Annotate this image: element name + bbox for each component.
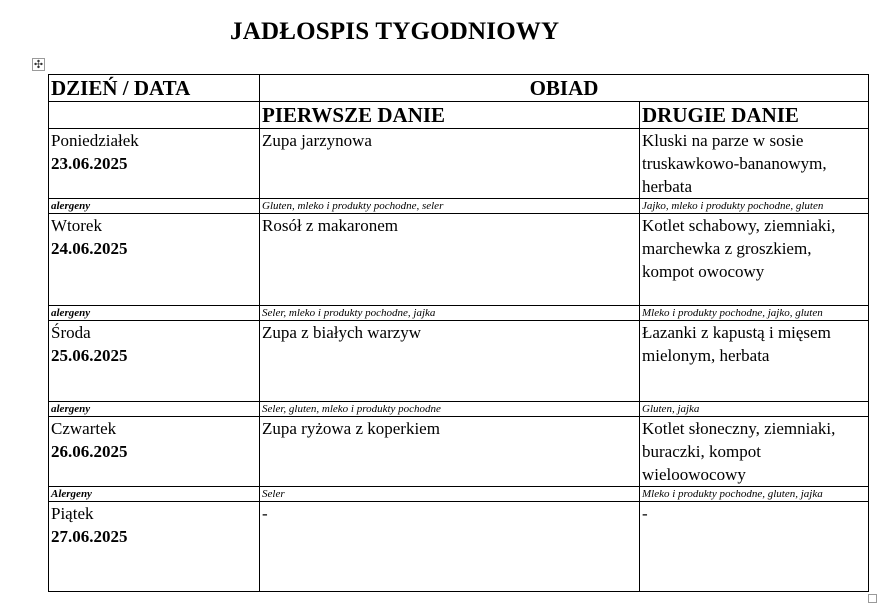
day-cell (49, 214, 260, 306)
second-course-cell: Kotlet słoneczny, ziemniaki, buraczki, kompot wieloowocowy (640, 417, 869, 487)
allergens-first: Gluten, mleko i produkty pochodne, seler (260, 199, 640, 214)
day-name: Środa (51, 323, 91, 342)
allergens-second: Mleko i produkty pochodne, gluten, jajka (640, 487, 869, 502)
page-title: JADŁOSPIS TYGODNIOWY (230, 18, 560, 45)
first-course-cell: Zupa ryżowa z koperkiem (260, 417, 640, 487)
allergen-label: alergeny (49, 402, 260, 417)
table-resize-handle-icon[interactable] (868, 594, 877, 603)
day-row-friday (49, 502, 869, 592)
header-day-date: DZIEŃ / DATA (49, 75, 260, 102)
allergen-row (49, 199, 869, 214)
header-first-course: PIERWSZE DANIE (260, 102, 640, 129)
table-move-handle-icon[interactable]: ✣ (33, 58, 44, 71)
day-name: Poniedziałek (51, 131, 139, 150)
allergens-second: Gluten, jajka (640, 402, 869, 417)
first-course-cell: Rosół z makaronem (260, 214, 640, 306)
day-cell (49, 129, 260, 199)
first-course-cell: Zupa jarzynowa (260, 129, 640, 199)
second-course-cell: Łazanki z kapustą i mięsem mielonym, herbata (640, 321, 869, 402)
header-second-course: DRUGIE DANIE (640, 102, 869, 129)
allergen-label: alergeny (49, 199, 260, 214)
menu-table (48, 74, 869, 592)
second-course-cell: - (640, 502, 869, 592)
day-cell (49, 502, 260, 592)
second-course-cell: Kotlet schabowy, ziemniaki, marchewka z groszkiem, kompot owocowy (640, 214, 869, 306)
day-row-tuesday (49, 214, 869, 306)
second-course-cell: Kluski na parze w sosie truskawkowo-bananowym, herbata (640, 129, 869, 199)
day-cell (49, 417, 260, 487)
allergens-second: Jajko, mleko i produkty pochodne, gluten (640, 199, 869, 214)
allergens-first: Seler, gluten, mleko i produkty pochodne (260, 402, 640, 417)
header-row-1 (49, 75, 869, 102)
first-course-cell: Zupa z białych warzyw (260, 321, 640, 402)
allergens-first: Seler (260, 487, 640, 502)
day-date: 23.06.2025 (51, 154, 128, 173)
day-name: Wtorek (51, 216, 102, 235)
day-row-thursday (49, 417, 869, 487)
allergen-row (49, 306, 869, 321)
day-date: 24.06.2025 (51, 239, 128, 258)
header-row-2 (49, 102, 869, 129)
allergens-second: Mleko i produkty pochodne, jajko, gluten (640, 306, 869, 321)
allergen-row (49, 487, 869, 502)
allergen-row (49, 402, 869, 417)
first-course-cell: - (260, 502, 640, 592)
allergen-label: alergeny (49, 306, 260, 321)
header-lunch: OBIAD (260, 75, 869, 102)
day-date: 26.06.2025 (51, 442, 128, 461)
day-date: 25.06.2025 (51, 346, 128, 365)
allergen-label: Alergeny (49, 487, 260, 502)
allergens-first: Seler, mleko i produkty pochodne, jajka (260, 306, 640, 321)
day-row-monday (49, 129, 869, 199)
header-empty-cell (49, 102, 260, 129)
day-row-wednesday (49, 321, 869, 402)
day-name: Piątek (51, 504, 94, 523)
day-date: 27.06.2025 (51, 527, 128, 546)
day-cell (49, 321, 260, 402)
day-name: Czwartek (51, 419, 117, 438)
